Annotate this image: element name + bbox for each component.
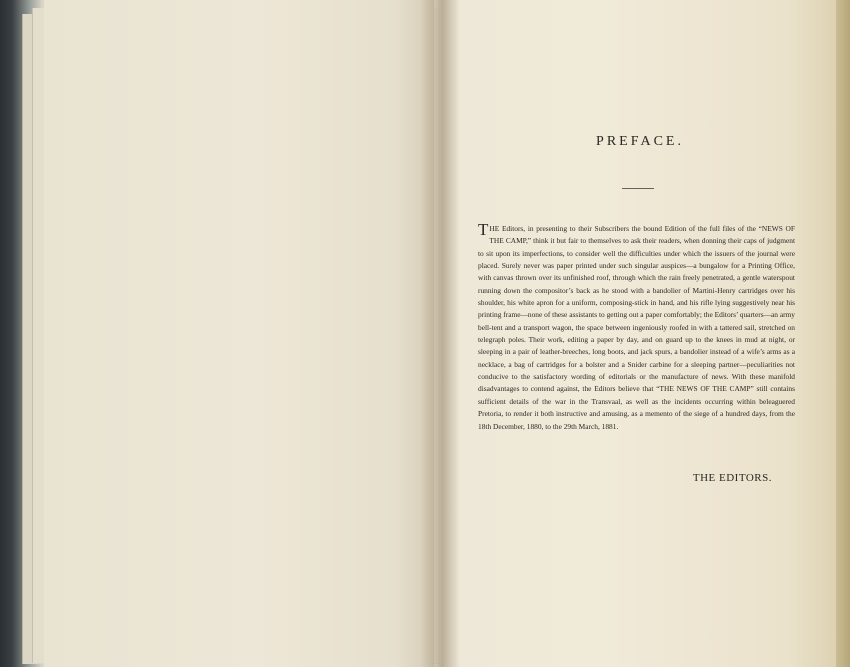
drop-cap: T <box>478 220 489 239</box>
title-rule <box>622 188 654 189</box>
signature: THE EDITORS. <box>692 472 772 484</box>
preface-body <box>478 220 795 433</box>
preface-text: HE Editors, in presenting to their Subscribers the bound Edition of the full files of the “NEWS OF THE CAMP,” think it but fair to themselves to ask their readers, when donning their caps of judgment to sit upon its imperfections, to consider well the difficulties under which the issuers of the journal were placed. Surely never was paper printed under such singular auspices—a bungalow for a Printing Office, with canvas thrown over its unfinished roof, through which the rain freely penetrated, a gentle waterspout running down the compositor’s back as he stood with a bandolier of Martini-Henry cartridges over his shoulder, his white apron for a uniform, composing-stick in hand, and his rifle lying suggestively near his printing frame—none of these assistants to getting out a paper comfortably; the Editors’ quarters—an army bell-tent and a transport wagon, the space between ingeniously roofed in with a tattered sail, stretched on telegraph poles. Their work, editing a paper by day, and on guard up to the knees in mud at night, or sleeping in a pair of leather-breeches, long boots, and jack spurs, a bandolier instead of a wife’s arms as a necklace, a bag of cartridges for a bolster and a Snider carbine for a sleeping partner—peculiarities not conducive to the satisfactory wording of editorials or the manufacture of news. With these manifold disadvantages to contend against, the Editors believe that “THE NEWS OF THE CAMP” still contains sufficient details of the war in the Transvaal, as well as the incidents occurring within beleaguered Pretoria, to render it both instructive and amusing, as a memento of the siege of a hundred days, from the 18th December, 1880, to the 29th March, 1881. <box>478 224 795 431</box>
left-page-blank <box>44 0 434 667</box>
book-gutter <box>420 0 460 667</box>
right-page-edge <box>836 0 850 667</box>
page-title: PREFACE. <box>596 134 684 149</box>
